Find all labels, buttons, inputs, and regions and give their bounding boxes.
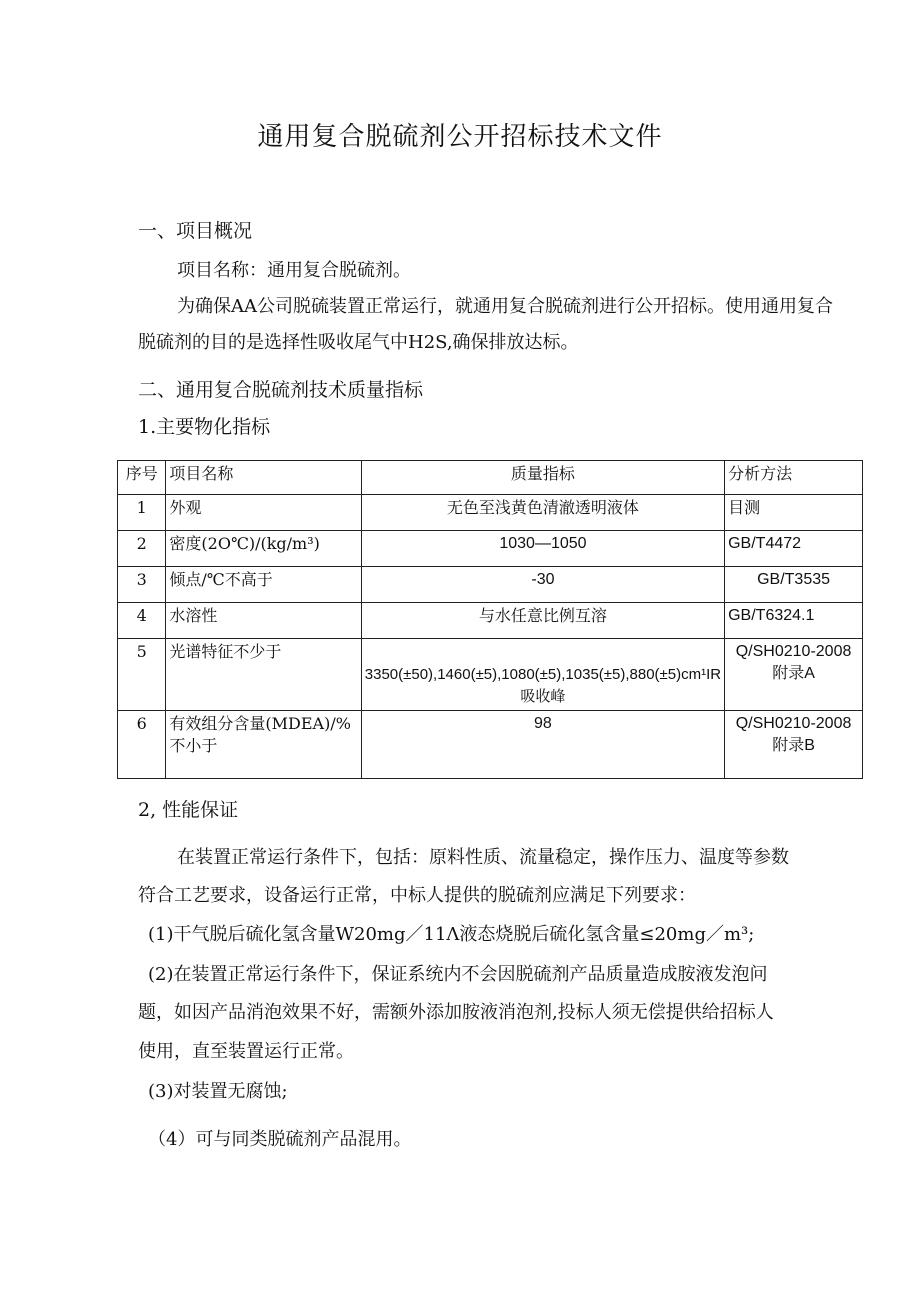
requirement-item-2-line-3: 使用，直至装置运行正常。	[138, 1041, 354, 1062]
performance-para-line-1: 在装置正常运行条件下，包括：原料性质、流量稳定，操作压力、温度等参数	[177, 847, 789, 868]
method-code: Q/SH0210-2008	[735, 643, 852, 660]
header-spec: 质量指标	[361, 461, 724, 495]
project-name-line: 项目名称：通用复合脱硫剂。	[177, 260, 411, 281]
table-row	[118, 567, 863, 603]
cell-method: 目测	[725, 495, 863, 531]
cell-no: 4	[118, 603, 166, 639]
performance-para-line-2: 符合工艺要求，设备运行正常，中标人提供的脱硫剂应满足下列要求：	[138, 885, 696, 906]
section-heading-overview: 一、项目概况	[138, 220, 253, 242]
cell-method: GB/T6324.1	[725, 603, 863, 639]
cell-spec: 与水任意比例互溶	[361, 603, 724, 639]
requirement-item-2-line-2: 题，如因产品消泡效果不好，需额外添加胺液消泡剂,投标人须无偿提供给招标人	[138, 1002, 774, 1023]
cell-method	[725, 711, 863, 779]
cell-method	[725, 639, 863, 711]
table-row	[118, 603, 863, 639]
cell-spec: 无色至浅黄色清澈透明液体	[361, 495, 724, 531]
cell-spec: 3350(±50),1460(±5),1080(±5),1035(±5),880(±5)cm¹IR吸收峰	[361, 639, 724, 711]
header-name: 项目名称	[166, 461, 361, 495]
table-row	[118, 531, 863, 567]
cell-name: 外观	[166, 495, 361, 531]
cell-method: GB/T3535	[725, 567, 863, 603]
method-appendix: 附录B	[772, 737, 815, 754]
intro-line-2: 脱硫剂的目的是选择性吸收尾气中H2S,确保排放达标。	[138, 332, 579, 353]
subsection-physchem: 1.主要物化指标	[138, 416, 271, 438]
cell-spec: 1030—1050	[361, 531, 724, 567]
method-appendix: 附录A	[772, 665, 815, 682]
header-no: 序号	[118, 461, 166, 495]
cell-name: 光谱特征不少于	[166, 639, 361, 711]
cell-no: 6	[118, 711, 166, 779]
subsection-performance: 2, 性能保证	[138, 799, 239, 821]
table-row	[118, 495, 863, 531]
header-method: 分析方法	[725, 461, 863, 495]
cell-no: 2	[118, 531, 166, 567]
spec-table	[117, 460, 863, 779]
cell-name: 密度(2O℃)/(kg/m³)	[166, 531, 361, 567]
requirement-item-1: (1)干气脱后硫化氢含量W20mg／11Λ液态烧脱后硫化氢含量≤20mg／m³;	[148, 924, 755, 945]
table-header-row	[118, 461, 863, 495]
cell-no: 1	[118, 495, 166, 531]
table-row	[118, 639, 863, 711]
intro-line-1: 为确保AA公司脱硫装置正常运行，就通用复合脱硫剂进行公开招标。使用通用复合	[177, 296, 833, 317]
section-heading-specs: 二、通用复合脱硫剂技术质量指标	[138, 379, 424, 401]
cell-no: 3	[118, 567, 166, 603]
cell-spec: 98	[361, 711, 724, 779]
requirement-item-4: （4）可与同类脱硫剂产品混用。	[148, 1129, 412, 1150]
cell-spec: -30	[361, 567, 724, 603]
cell-name: 水溶性	[166, 603, 361, 639]
cell-no: 5	[118, 639, 166, 711]
requirement-item-3: (3)对装置无腐蚀;	[148, 1081, 288, 1102]
document-title: 通用复合脱硫剂公开招标技术文件	[257, 122, 663, 152]
requirement-item-2-line-1: (2)在装置正常运行条件下，保证系统内不会因脱硫剂产品质量造成胺液发泡问	[148, 964, 768, 985]
method-code: Q/SH0210-2008	[735, 715, 852, 732]
cell-method: GB/T4472	[725, 531, 863, 567]
cell-name: 倾点/℃不高于	[166, 567, 361, 603]
table-row	[118, 711, 863, 779]
cell-name: 有效组分含量(MDEA)/%不小于	[166, 711, 361, 779]
